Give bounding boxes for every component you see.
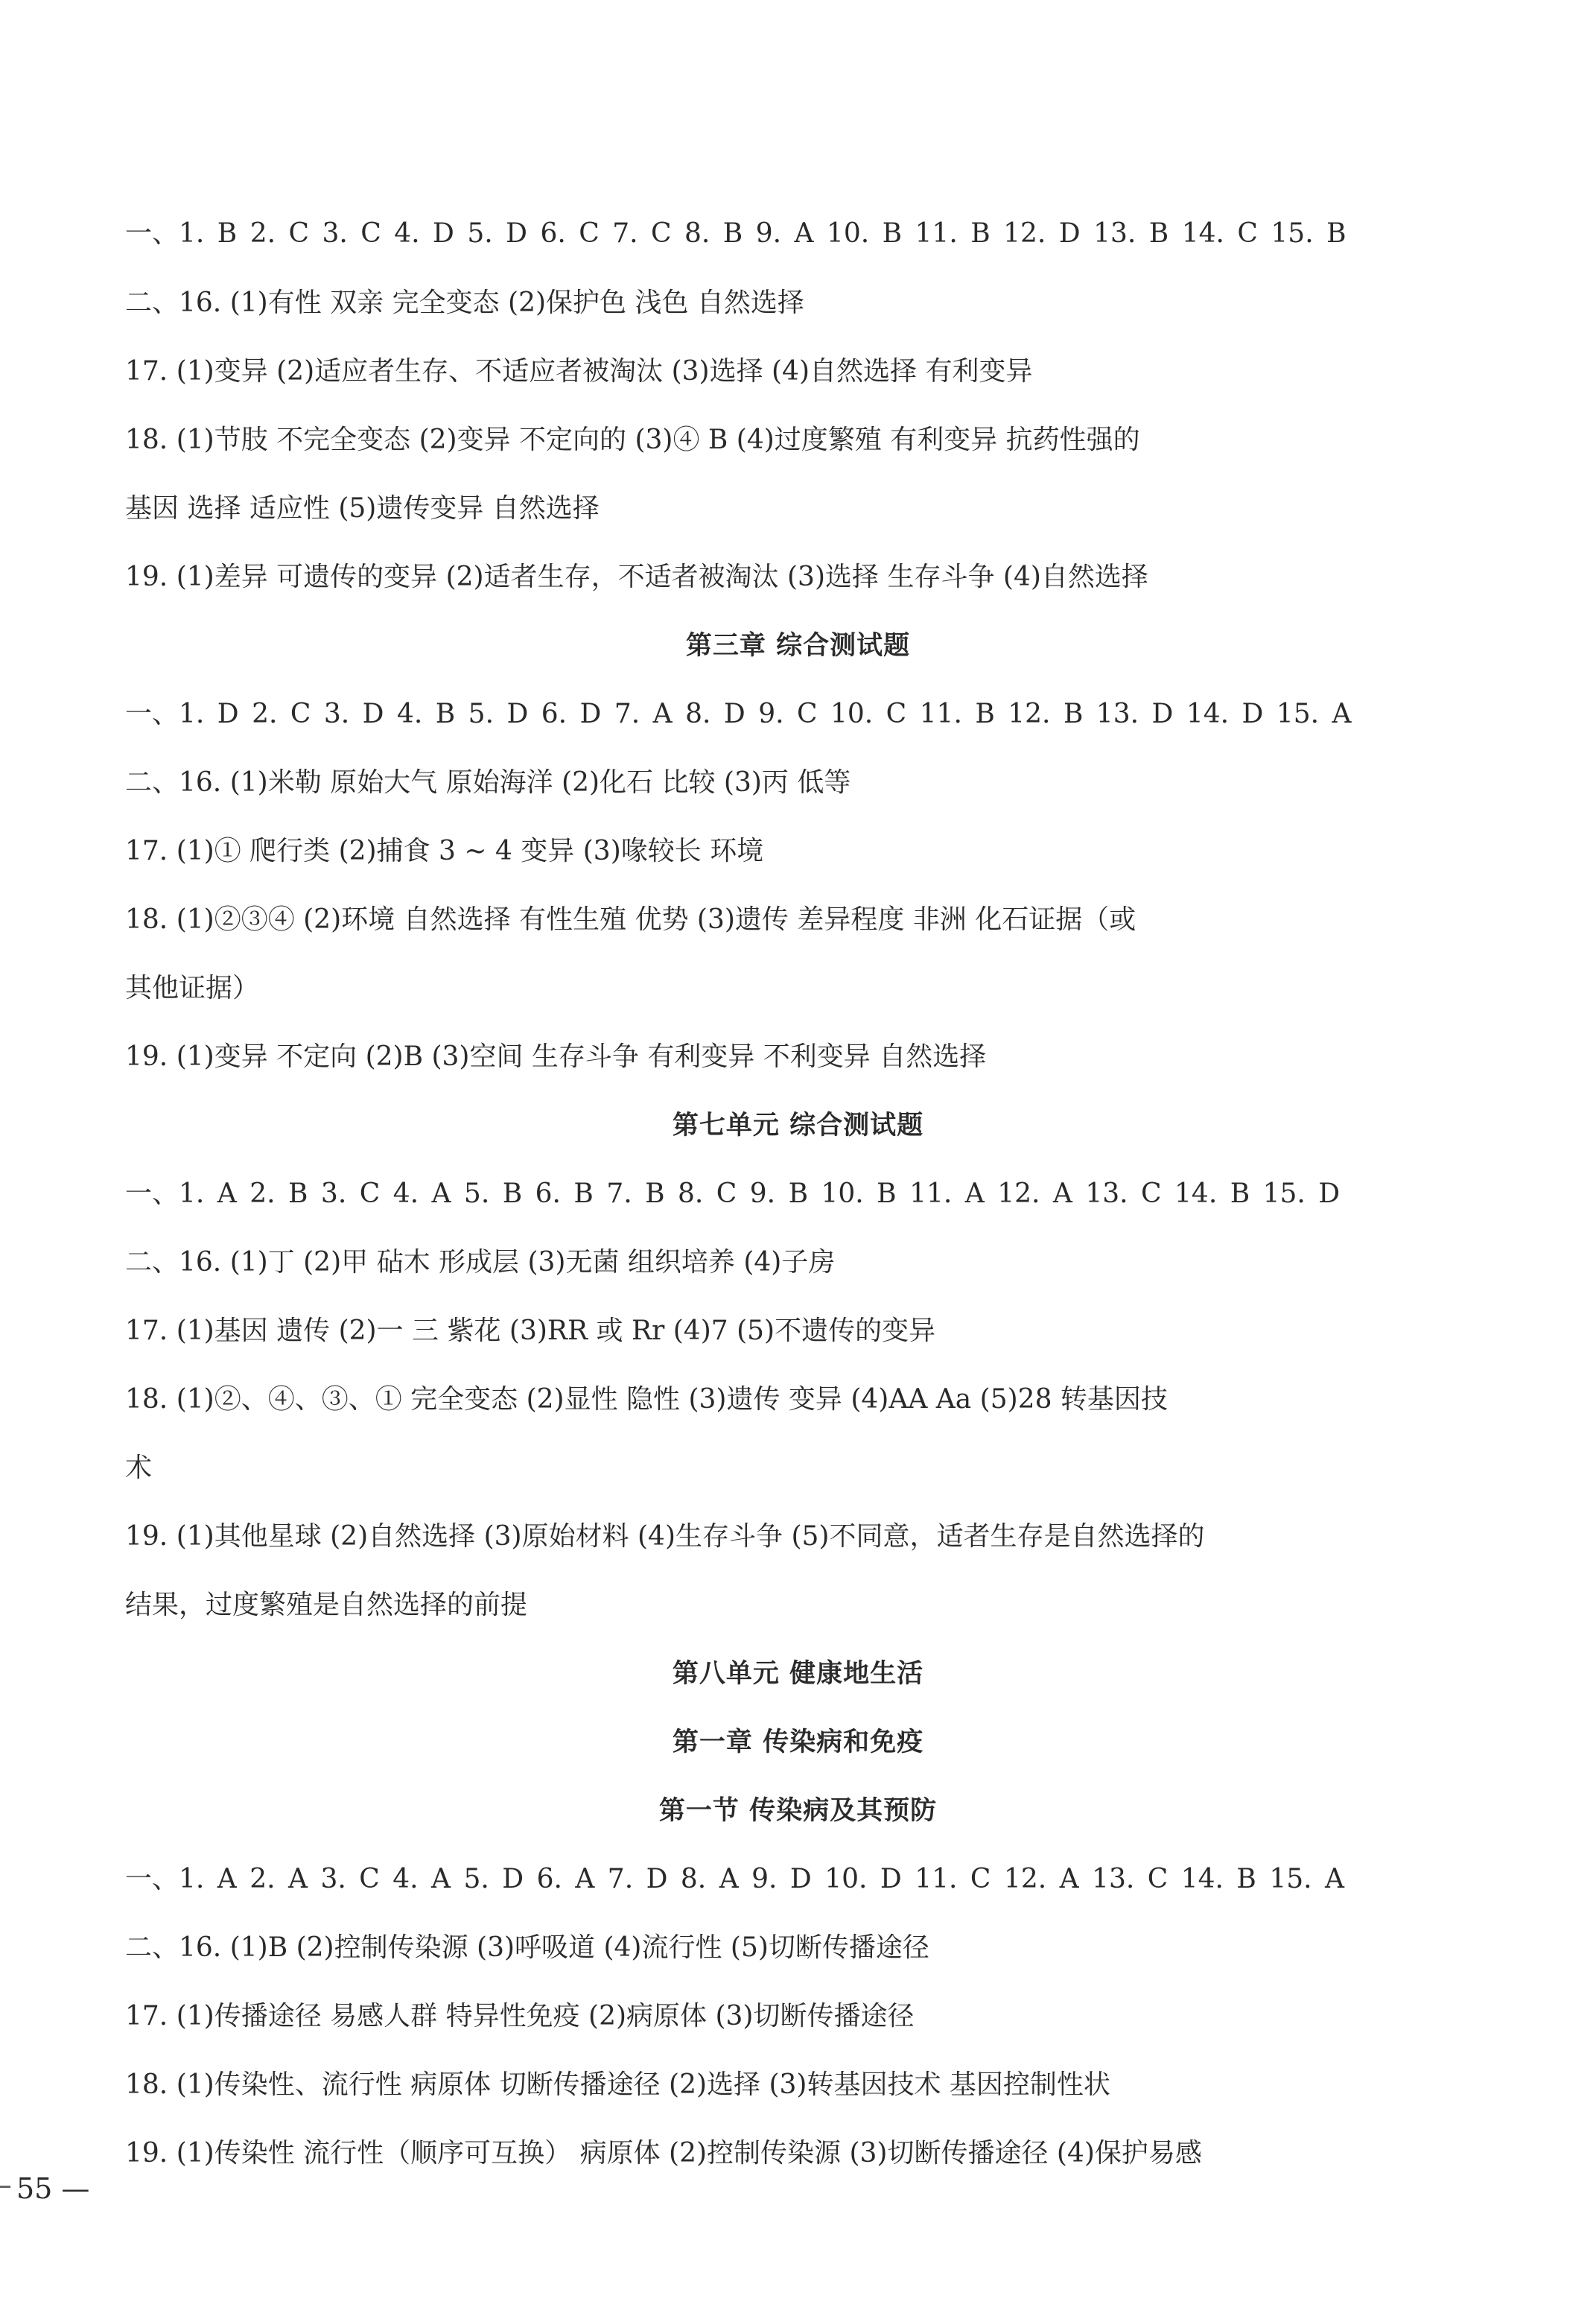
answer-line: 18. (1)②③④ (2)环境 自然选择 有性生殖 优势 (3)遗传 差异程度 非洲 化石证据（或 xyxy=(125,904,1136,935)
answer-line: 18. (1)②、④、③、① 完全变态 (2)显性 隐性 (3)遗传 变异 (4)AA Aa (5)28 转基因技 xyxy=(125,1384,1168,1415)
answer-line: 17. (1)变异 (2)适应者生存、不适应者被淘汰 (3)选择 (4)自然选择 有利变异 xyxy=(125,356,1033,387)
answer-line: 17. (1)基因 遗传 (2)一 三 紫花 (3)RR 或 Rr (4)7 (5)不遗传的变异 xyxy=(125,1316,936,1346)
unit-heading: 第八单元 健康地生活 xyxy=(672,1659,924,1689)
answer-line: 19. (1)变异 不定向 (2)B (3)空间 生存斗争 有利变异 不利变异 自然选择 xyxy=(125,1041,987,1072)
section-heading: 第三章 综合测试题 xyxy=(685,631,911,661)
answer-line: 其他证据） xyxy=(125,973,260,1003)
answer-line: 19. (1)传染性 流行性（顺序可互换） 病原体 (2)控制传染源 (3)切断传播途径 (4)保护易感 xyxy=(125,2138,1202,2169)
answer-line: 基因 选择 适应性 (5)遗传变异 自然选择 xyxy=(125,493,600,524)
chapter-heading: 第一章 传染病和免疫 xyxy=(672,1728,924,1757)
answer-line: 19. (1)差异 可遗传的变异 (2)适者生存，不适者被淘汰 (3)选择 生存斗争 (4)自然选择 xyxy=(125,562,1148,592)
answer-line: 一、1. A 2. A 3. C 4. A 5. D 6. A 7. D 8. A 9. D 10. D 11. C 12. A 13. C 14. B 15. A xyxy=(125,1864,1345,1894)
margin-dash xyxy=(0,2186,10,2188)
answer-line: 18. (1)传染性、流行性 病原体 切断传播途径 (2)选择 (3)转基因技术 基因控制性状 xyxy=(125,2069,1110,2100)
answer-line: 17. (1)① 爬行类 (2)捕食 3 ~ 4 变异 (3)喙较长 环境 xyxy=(125,836,764,866)
answer-line: 18. (1)节肢 不完全变态 (2)变异 不定向的 (3)④ B (4)过度繁殖 有利变异 抗药性强的 xyxy=(125,425,1140,455)
answer-line: 一、1. A 2. B 3. C 4. A 5. B 6. B 7. B 8. C 9. B 10. B 11. A 12. A 13. C 14. B 15. D xyxy=(125,1178,1341,1209)
answer-line: 二、16. (1)有性 双亲 完全变态 (2)保护色 浅色 自然选择 xyxy=(125,288,804,318)
answer-line: 结果，过度繁殖是自然选择的前提 xyxy=(125,1590,528,1620)
answer-line: 19. (1)其他星球 (2)自然选择 (3)原始材料 (4)生存斗争 (5)不同意，适者生存是自然选择的 xyxy=(125,1521,1205,1552)
answer-line: 一、1. D 2. C 3. D 4. B 5. D 6. D 7. A 8. D 9. C 10. C 11. B 12. B 13. D 14. D 15. A xyxy=(125,699,1352,729)
answer-line: 二、16. (1)丁 (2)甲 砧木 形成层 (3)无菌 组织培养 (4)子房 xyxy=(125,1247,836,1278)
page-number: 55 — xyxy=(16,2172,90,2205)
answer-line: 二、16. (1)B (2)控制传染源 (3)呼吸道 (4)流行性 (5)切断传播途径 xyxy=(125,1932,929,1963)
section-heading: 第一节 传染病及其预防 xyxy=(658,1796,938,1826)
answer-line: 一、1. B 2. C 3. C 4. D 5. D 6. C 7. C 8. B 9. A 10. B 11. B 12. D 13. B 14. C 15. B xyxy=(125,218,1347,249)
answer-line: 二、16. (1)米勒 原始大气 原始海洋 (2)化石 比较 (3)丙 低等 xyxy=(125,767,851,798)
answer-line: 17. (1)传播途径 易感人群 特异性免疫 (2)病原体 (3)切断传播途径 xyxy=(125,2001,915,2031)
section-heading: 第七单元 综合测试题 xyxy=(672,1111,924,1140)
answer-line: 术 xyxy=(125,1453,153,1483)
